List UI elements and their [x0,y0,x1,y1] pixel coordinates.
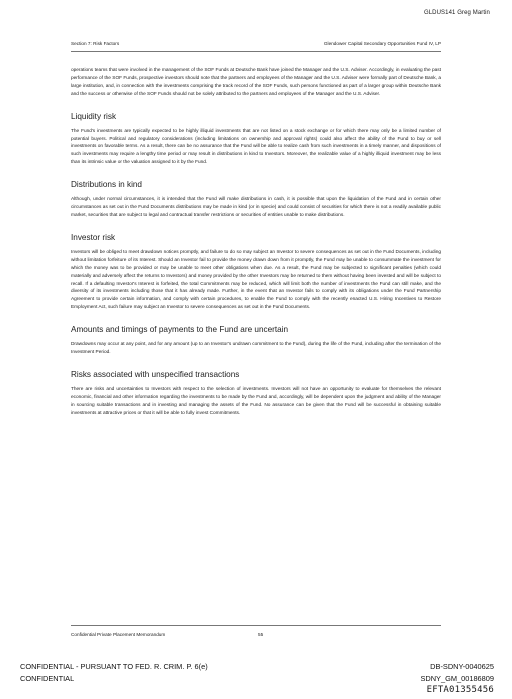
header-fund-name: Glendower Capital Secondary Opportunities Fund IV, LP [323,41,441,46]
confidentiality-notice: CONFIDENTIAL - PURSUANT TO FED. R. CRIM. P. 6(e) [20,662,208,671]
section-body-investor-risk: Investors will be obliged to meet drawdown notices promptly, and failure to do so may subject an Investor to severe consequences as set out in the Fund Documents, including without limitation forfeiture of its Interest. Should an Investor fail to provide the money drawn down from it promptly, the Fund may be unable to consummate the investment for which the money was to be provided or may be unable to meet other obligations when due. As a result, the Fund may be subjected to significant penalties (which could materially and adversely affect the returns to Investors) and money provided by the other Investors may be returned to them without having been invested and will be subject to recall. If a defaulting Investor's Interest is forfeited, the total Commitments may be reduced, which will limit both the number of investments the Fund can still make, and the diversity of its investments including those that it has already made. Further, in the event that an Investor fails to comply with its obligations under the Fund Partnership Agreement to provide certain information, and comply with certain procedures, to enable the Fund to comply with the recently enacted U.S. Hiring Incentives to Restore Employment Act, such failure may subject an Investor to severe consequences as set out in the Fund Documents. [71,249,441,311]
confidential-label: CONFIDENTIAL [20,674,75,683]
intro-paragraph: operations teams that were involved in the management of the SOF Funds at Deutsche Bank have joined the Manager and the U.S. Adviser. Accordingly, in evaluating the past performance of the SOF Funds, prospective investors should note that the partners and employees of the Manager and the U.S. Adviser were formally part of Deutsche Bank, a large institution, and, in connection with the investments comprising the track record of the SOF Funds, such persons functioned as part of a larger group within Deutsche Bank and the success or otherwise of the SOF Funds should not be solely attributed to the partners and employees of the Manager and the U.S. Adviser. [71,68,441,97]
document-stamp: GLDUS141 Greg Martin [423,10,490,16]
section-heading-investor-risk: Investor risk [71,232,116,242]
section-body-payment-timings: Drawdowns may occur at any point, and for any amount (up to an Investor's undrawn commitment to the Fund), during the life of the Fund, including after the termination of the Investment Period. [71,342,441,356]
header-section-label: Section 7: Risk Factors [71,41,120,46]
header-divider [71,51,441,52]
footer-divider [71,625,441,626]
section-heading-liquidity-risk: Liquidity risk [71,111,117,121]
section-body-unspecified-transactions: There are risks and uncertainties to Investors with respect to the selection of investments. Investors will not have an opportunity to evaluate for themselves the relevant economic, financial and other information regarding the investments to be made by the Fund and, accordingly, will be dependent upon the judgment and ability of the Manager in sourcing suitable transactions and in investing and managing the assets of the Fund. No assurance can be given that the Fund will be successful in obtaining suitable investments at attractive prices or that it will be able to fully invest Commitments. [71,386,441,416]
efta-number: EFTA01355456 [426,685,494,695]
section-heading-unspecified-transactions: Risks associated with unspecified transactions [71,369,240,379]
page-body [71,67,441,418]
page-number: 55 [258,632,264,637]
footer-document-title: Confidential Private Placement Memorandum [71,632,166,637]
section-body-liquidity-risk: The Fund's investments are typically expected to be highly illiquid investments that are not listed on a stock exchange or for which there may only be a limited number of potential buyers. Political and regulatory considerations (including limitations on ownership and approval rights) could also affect the ability of the Fund to buy or sell investments on favorable terms. As a result, there can be no assurance that the Fund will be able to realize cash from such investments in a timely manner, and dispositions of such investments may require a lengthy time period or may result in distributions in kind to Investors. Moreover, the realizable value of a highly illiquid investment may be less than its intrinsic value or the valuation assigned to it by the Fund. [71,128,441,166]
bates-number-db: DB-SDNY-0040625 [430,662,494,671]
section-heading-distributions-in-kind: Distributions in kind [71,180,142,190]
section-body-distributions-in-kind: Although, under normal circumstances, it is intended that the Fund will make distributions in cash, it is possible that upon the liquidation of the Fund and in certain other circumstances as set out in the Fund Documents distributions may be made in kind (or in specie) and could consist of securities for which there is not a readily available public market, securities that are subject to legal and contractual transfer restrictions or securities of entities unable to make distributions. [71,197,441,218]
section-heading-payment-timings: Amounts and timings of payments to the Fund are uncertain [71,325,289,335]
bates-number-sdny: SDNY_GM_00186809 [420,674,494,683]
